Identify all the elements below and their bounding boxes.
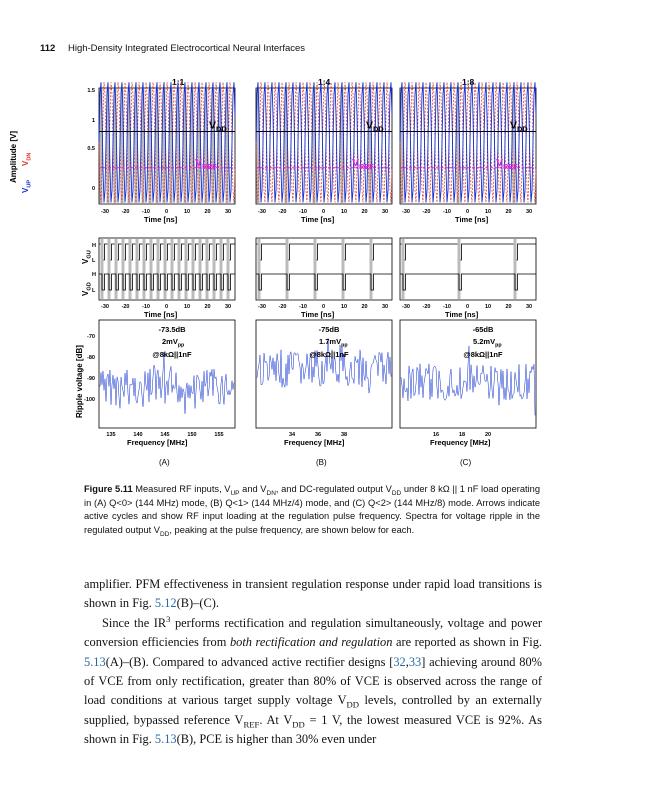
load-label: @8kΩ||1nF (152, 350, 192, 359)
frequency-tick: 150 (187, 432, 197, 438)
logic-level-label: H (92, 243, 96, 249)
time-tick: 0 (164, 209, 169, 215)
time-tick: 10 (484, 304, 492, 310)
amplitude-tick: 1.5 (87, 88, 95, 94)
logic-level-label: L (92, 258, 96, 264)
ripple-db-label: -65dB (472, 325, 494, 334)
frequency-axis-label: Frequency [MHz] (430, 438, 491, 447)
time-tick: -20 (278, 209, 287, 215)
vref-label: $V_{REF}$ (195, 156, 217, 171)
ratio-label: 1:8 (462, 77, 475, 87)
time-tick: 0 (321, 209, 326, 215)
spectrum-panel (400, 320, 536, 428)
time-tick: -30 (258, 304, 266, 310)
page-number: 112 (40, 43, 56, 54)
time-tick: -30 (101, 304, 109, 310)
caption-text: Measured RF inputs, $V_{UP}$ and $V_{DN}$, and DC-regulated output $V_{DD}$ under 8 kΩ || 1 nF load operating in (A) Q<0> (144 MHz) mode, (B) Q<1> (144 MHz/4) mode, and (C) Q<2> (144 MHz/8) mode. Arrows indicate active cycles and show RF input loading at the regulation pulse frequency. Spectra for voltage ripple in the regulated output $V_{DD}$, peaking at the pulse frequency, are shown below for each. (84, 484, 541, 538)
waveform-panel (400, 82, 536, 204)
frequency-tick: 36 (314, 432, 322, 438)
frequency-tick: 34 (288, 432, 296, 438)
time-tick: 30 (525, 304, 533, 310)
amplitude-tick: 1 (91, 118, 95, 124)
time-axis-label: Time [ns] (144, 215, 178, 224)
ripple-tick: -100 (83, 397, 95, 403)
gate-panel (99, 238, 235, 300)
paragraph-1: amplifier. PFM effectiveness in transient regulation response under rapid load transitions is shown in Fig. 5.12(B)–(C). (84, 577, 542, 611)
time-tick: -10 (299, 304, 307, 310)
frequency-tick: 145 (160, 432, 170, 438)
time-tick: -10 (299, 209, 307, 215)
vref-label: $V_{REF}$ (496, 156, 518, 171)
time-tick: 30 (381, 209, 389, 215)
paragraph-2: Since the $IR^3$ performs rectification and regulation simultaneously, voltage and power conversion efficiencies from both rectification and regulation are reported as shown in Fig. 5.13(A)–(B). Compared to advanced active rectifier designs [32,33] achieving around 80% of VCE from only rectification, greater than 80% of VCE is observed across the range of load conditions at various target supply voltage $V_{DD}$ levels, controlled by an externally supplied, bypassed reference $V_{REF}$. At $V_{DD} = 1$ V, the lowest measured VCE is 92%. As shown in Fig. 5.13(B), PCE is higher than 30% even under (84, 613, 542, 747)
ratio-label: 1:4 (318, 77, 331, 87)
time-tick: 10 (484, 209, 492, 215)
ripple-amplitude-label: $5.2mV_{pp}$ (473, 337, 502, 349)
time-tick: 10 (183, 304, 191, 310)
time-tick: -20 (278, 304, 287, 310)
ripple-tick: -80 (87, 355, 95, 361)
ripple-tick: -90 (87, 376, 95, 382)
time-tick: 0 (321, 304, 326, 310)
logic-level-label: L (92, 288, 96, 294)
waveform-panel (99, 82, 235, 204)
frequency-tick: 20 (484, 432, 492, 438)
time-tick: -10 (443, 209, 451, 215)
time-tick: 20 (505, 209, 512, 215)
time-tick: 20 (505, 304, 512, 310)
ripple-amplitude-label: $1.7mV_{pp}$ (319, 337, 348, 349)
amplitude-tick: 0.5 (87, 146, 95, 152)
caption-label: Figure 5.11 (84, 484, 133, 494)
time-tick: -30 (402, 304, 410, 310)
frequency-tick: 155 (214, 432, 224, 438)
time-tick: 30 (525, 209, 533, 215)
ripple-axis-label: Ripple voltage [dB] (75, 345, 84, 418)
frequency-axis-label: Frequency [MHz] (127, 438, 188, 447)
frequency-tick: 18 (458, 432, 466, 438)
time-tick: 20 (204, 209, 211, 215)
time-tick: -10 (142, 209, 150, 215)
panel-label: (C) (460, 458, 472, 467)
time-tick: 20 (204, 304, 211, 310)
frequency-tick: 140 (133, 432, 143, 438)
time-tick: 30 (224, 304, 232, 310)
vup-axis-label: $V_{UP}$ (21, 179, 33, 193)
frequency-tick: 38 (340, 432, 348, 438)
time-axis-label: Time [ns] (301, 310, 335, 319)
vdn-axis-label: $V_{DN}$ (21, 152, 33, 166)
running-title: High-Density Integrated Electrocortical Neural Interfaces (67, 43, 306, 54)
vdd-label: $V_{DD}$ (510, 119, 528, 134)
load-label: @8kΩ||1nF (463, 350, 503, 359)
time-axis-label: Time [ns] (301, 215, 335, 224)
time-tick: -30 (402, 209, 410, 215)
time-tick: 20 (361, 304, 368, 310)
time-tick: -20 (121, 304, 130, 310)
time-axis-label: Time [ns] (455, 215, 489, 224)
vdd-label: $V_{DD}$ (209, 119, 227, 134)
frequency-tick: 135 (106, 432, 116, 438)
ripple-db-label: -73.5dB (158, 325, 186, 334)
time-tick: -20 (422, 209, 431, 215)
amplitude-axis-label: Amplitude [V] (9, 131, 18, 183)
ratio-label: 1:1 (172, 77, 185, 87)
panel-label: (B) (316, 458, 327, 467)
ripple-db-label: -75dB (318, 325, 340, 334)
time-tick: 10 (340, 209, 348, 215)
ripple-tick: -70 (87, 334, 95, 340)
amplitude-tick: 0 (91, 186, 95, 192)
time-tick: 10 (340, 304, 348, 310)
time-tick: -10 (142, 304, 150, 310)
time-tick: 0 (164, 304, 169, 310)
vdd-label: $V_{DD}$ (366, 119, 384, 134)
vgu-axis-label: $V_{GU}$ (81, 250, 93, 264)
gate-panel (256, 238, 392, 300)
load-label: @8kΩ||1nF (309, 350, 349, 359)
vgd-axis-label: $V_{GD}$ (81, 282, 93, 296)
frequency-axis-label: Frequency [MHz] (284, 438, 345, 447)
time-tick: 10 (183, 209, 191, 215)
waveform-panel (256, 82, 392, 204)
gate-panel (400, 238, 536, 300)
time-tick: 20 (361, 209, 368, 215)
frequency-tick: 16 (432, 432, 440, 438)
ripple-amplitude-label: $2mV_{pp}$ (162, 337, 185, 349)
panel-label: (A) (159, 458, 170, 467)
time-tick: -10 (443, 304, 451, 310)
running-header (40, 43, 305, 54)
logic-level-label: H (92, 272, 96, 278)
time-tick: 30 (381, 304, 389, 310)
time-axis-label: Time [ns] (144, 310, 178, 319)
body-text (84, 575, 542, 750)
time-tick: -20 (422, 304, 431, 310)
time-tick: 0 (465, 209, 470, 215)
time-tick: -20 (121, 209, 130, 215)
time-tick: -30 (101, 209, 109, 215)
figure-caption (84, 483, 540, 537)
time-tick: 30 (224, 209, 232, 215)
time-axis-label: Time [ns] (445, 310, 479, 319)
time-tick: -30 (258, 209, 266, 215)
time-tick: 0 (465, 304, 470, 310)
figure-5-11 (9, 76, 544, 476)
vref-label: $V_{REF}$ (352, 156, 374, 171)
